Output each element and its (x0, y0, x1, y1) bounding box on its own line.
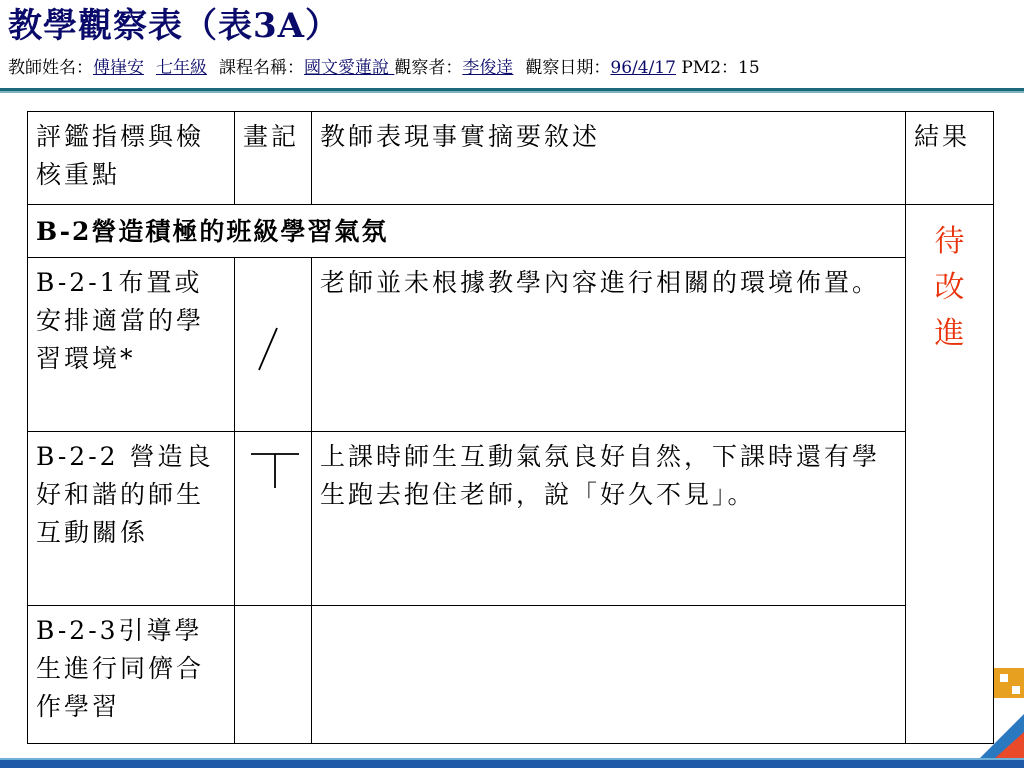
header-result: 結果 (906, 112, 994, 205)
decorative-corner-graphic (964, 648, 1024, 768)
criteria-cell: B-2-3引導學生進行同儕合作學習 (28, 606, 235, 744)
result-char: 改 (934, 270, 965, 305)
observer-name: 李俊逹 (462, 58, 514, 78)
summary-cell: 上課時師生互動氣氛良好自然，下課時還有學生跑去抱住老師，說「好久不見」。 (312, 432, 906, 606)
teacher-label: 教師姓名： (8, 58, 93, 78)
date-label: 觀察日期： (525, 58, 611, 78)
observation-info-line (8, 56, 760, 80)
criteria-cell: B-2-2 營造良好和諧的師生互動關係 (28, 432, 235, 606)
observation-table-container (27, 111, 994, 744)
course-name: 國文愛蓮說 (304, 58, 395, 78)
observation-table (27, 111, 994, 744)
result-char: 進 (934, 316, 965, 351)
footer-bar (0, 760, 1024, 768)
course-label: 課程名稱： (219, 58, 304, 78)
tally-stroke-icon (235, 432, 312, 606)
criteria-cell: B-2-1布置或安排適當的學習環境* (28, 258, 235, 432)
header-criteria: 評鑑指標與檢核重點 (28, 112, 235, 205)
summary-cell: 老師並未根據教學內容進行相關的環境佈置。 (312, 258, 906, 432)
date-value: 96/4/17 (610, 58, 676, 78)
grade: 七年級 (156, 58, 207, 78)
header-mark: 畫記 (235, 112, 312, 205)
tally-mark-cell (235, 606, 312, 744)
table-row (28, 606, 994, 744)
section-title: B-2營造積極的班級學習氣氛 (28, 205, 906, 258)
summary-cell (312, 606, 906, 744)
time-value: PM2：15 (675, 58, 760, 78)
table-row (28, 258, 994, 432)
section-row (28, 205, 994, 258)
tally-mark-cell (235, 258, 312, 432)
tally-mark-cell (235, 432, 312, 606)
page-title: 教學觀察表（表3A） (8, 6, 341, 46)
header-divider-light (0, 91, 1024, 93)
table-row (28, 432, 994, 606)
table-header-row (28, 112, 994, 205)
tally-stroke-icon (235, 258, 312, 432)
teacher-name: 傅嵂安 (93, 58, 144, 78)
observer-label: 觀察者： (394, 58, 463, 78)
result-char: 待 (934, 224, 965, 259)
header-summary: 教師表現事實摘要敘述 (312, 112, 906, 205)
